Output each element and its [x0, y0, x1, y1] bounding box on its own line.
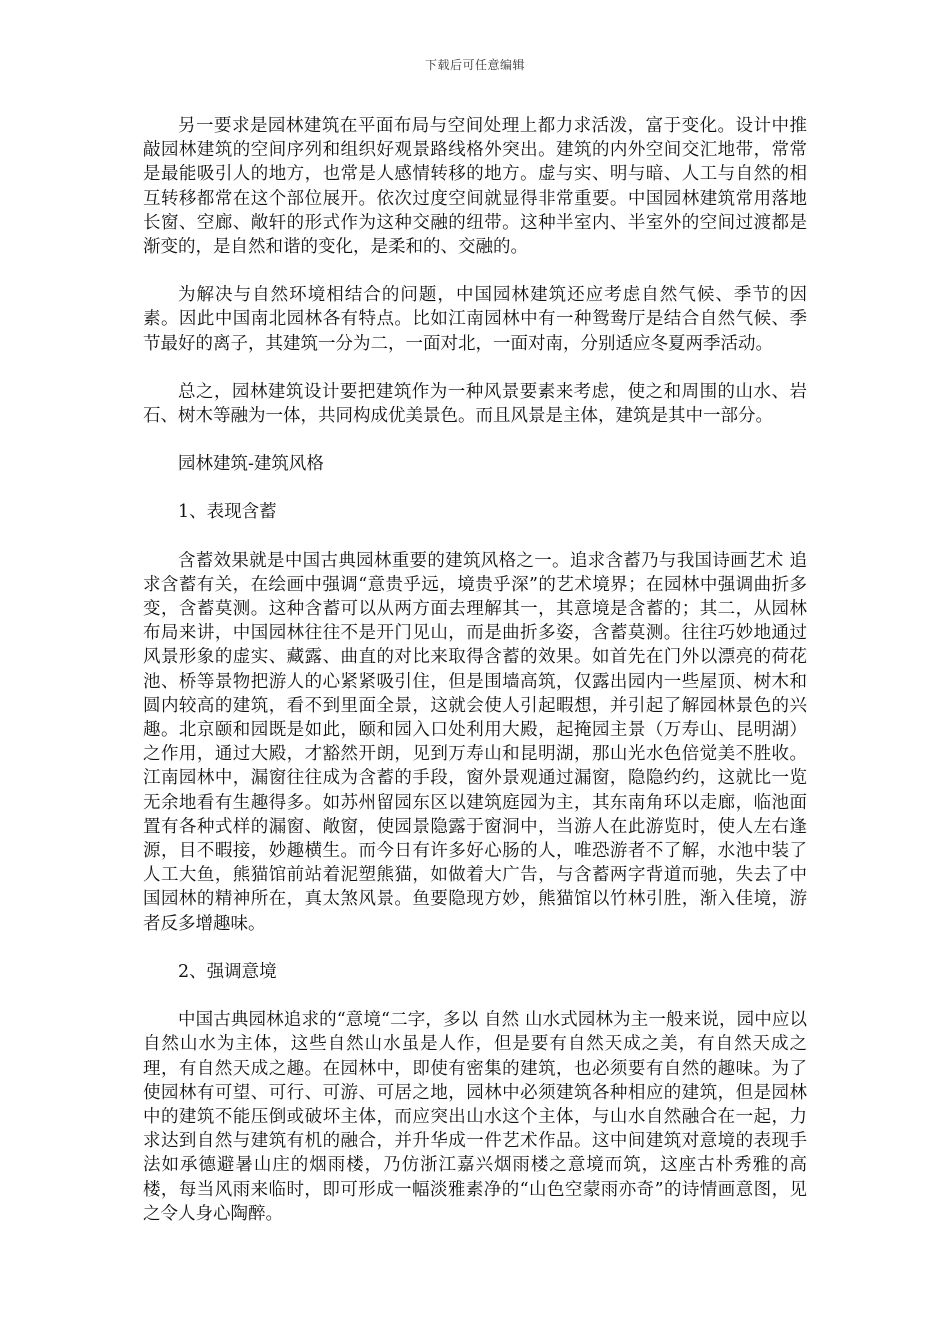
- document-body: [143, 114, 807, 1250]
- paragraph-artistic-conception: 中国古典园林追求的“意境“二字，多以 自然 山水式园林为主一般来说，园中应以自然山水为主体，这些自然山水虽是人作，但是要有自然天成之美，有自然天成之理，有自然天成之趣。在园林中，即使有密集的建筑，也必须要有自然的趣味。为了使园林有可望、可行、可游、可居之地，园林中必须建筑各种相应的建筑，但是园林中的建筑不能压倒或破坏主体，而应突出山水这个主体，与山水自然融合在一起，力求达到自然与建筑有机的融合，并升华成一件艺术作品。这中间建筑对意境的表现手法如承德避暑山庄的烟雨楼，乃仿浙江嘉兴烟雨楼之意境而筑，这座古朴秀雅的高楼，每当风雨来临时，即可形成一幅淡雅素净的“山色空蒙雨亦奇”的诗情画意图，见之令人身心陶醉。: [143, 1010, 807, 1224]
- section-heading-style: 园林建筑-建筑风格: [178, 454, 324, 475]
- paragraph-spatial-layout: 另一要求是园林建筑在平面布局与空间处理上都力求活泼，富于变化。设计中推敲园林建筑的空间序列和组织好观景路线格外突出。建筑的内外空间交汇地带，常常是最能吸引人的地方，也常是人感情转移的地方。虚与实、明与暗、人工与自然的相互转移都常在这个部位展开。依次过度空间就显得非常重要。中国园林建筑常用落地长窗、空廊、敞轩的形式作为这种交融的纽带。这种半室内、半室外的空间过渡都是渐变的，是自然和谐的变化，是柔和的、交融的。: [143, 116, 807, 258]
- subheading-implicit: 1、表现含蓄: [178, 502, 277, 523]
- subheading-artistic-conception: 2、强调意境: [178, 961, 277, 982]
- paragraph-implicit-effect: 含蓄效果就是中国古典园林重要的建筑风格之一。追求含蓄乃与我国诗画艺术 追求含蓄有关，在绘画中强调“意贵乎远，境贵乎深”的艺术境界；在园林中强调曲折多变，含蓄莫测。这种含蓄可以从两方面去理解其一，其意境是含蓄的；其二，从园林布局来讲，中国园林往往不是开门见山，而是曲折多姿，含蓄莫测。往往巧妙地通过风景形象的虚实、藏露、曲直的对比来取得含蓄的效果。如首先在门外以漂亮的荷花池、桥等景物把游人的心紧紧吸引住，但是围墙高筑，仅露出园内一些屋顶、树木和圆内较高的建筑，看不到里面全景，这就会使人引起暇想，并引起了解园林景色的兴趣。北京颐和园既是如此，颐和园入口处利用大殿，起掩园主景（万寿山、昆明湖）之作用，通过大殿，才豁然开朗，见到万寿山和昆明湖，那山光水色倍觉美不胜收。江南园林中，漏窗往往成为含蓄的手段，窗外景观通过漏窗，隐隐约约，这就比一览无余地看有生趣得多。如苏州留园东区以建筑庭园为主，其东南角环以走廊，临池面置有各种式样的漏窗、敞窗，使园景隐露于窗洞中，当游人在此游览时，使人左右逢源，目不暇接，妙趣横生。而今日有许多好心肠的人，唯恐游者不了解，水池中装了人工大鱼，熊猫馆前站着泥塑熊猫，如做着大广告，与含蓄两字背道而驰，失去了中国园林的精神所在，真太煞风景。鱼要隐现方妙，熊猫馆以竹林引胜，渐入佳境，游者反多增趣味。: [143, 550, 807, 934]
- paragraph-summary: 总之，园林建筑设计要把建筑作为一种风景要素来考虑，使之和周围的山水、岩石、树木等融为一体，共同构成优美景色。而且风景是主体，建筑是其中一部分。: [143, 381, 807, 427]
- page-header: 下载后可任意编辑: [424, 58, 525, 72]
- paragraph-climate-season: 为解决与自然环境相结合的问题，中国园林建筑还应考虑自然气候、季节的因素。因此中国南北园林各有特点。比如江南园林中有一种鸳鸯厅是结合自然气候、季节最好的离子，其建筑一分为二，一面对北，一面对南，分别适应冬夏两季活动。: [143, 285, 807, 354]
